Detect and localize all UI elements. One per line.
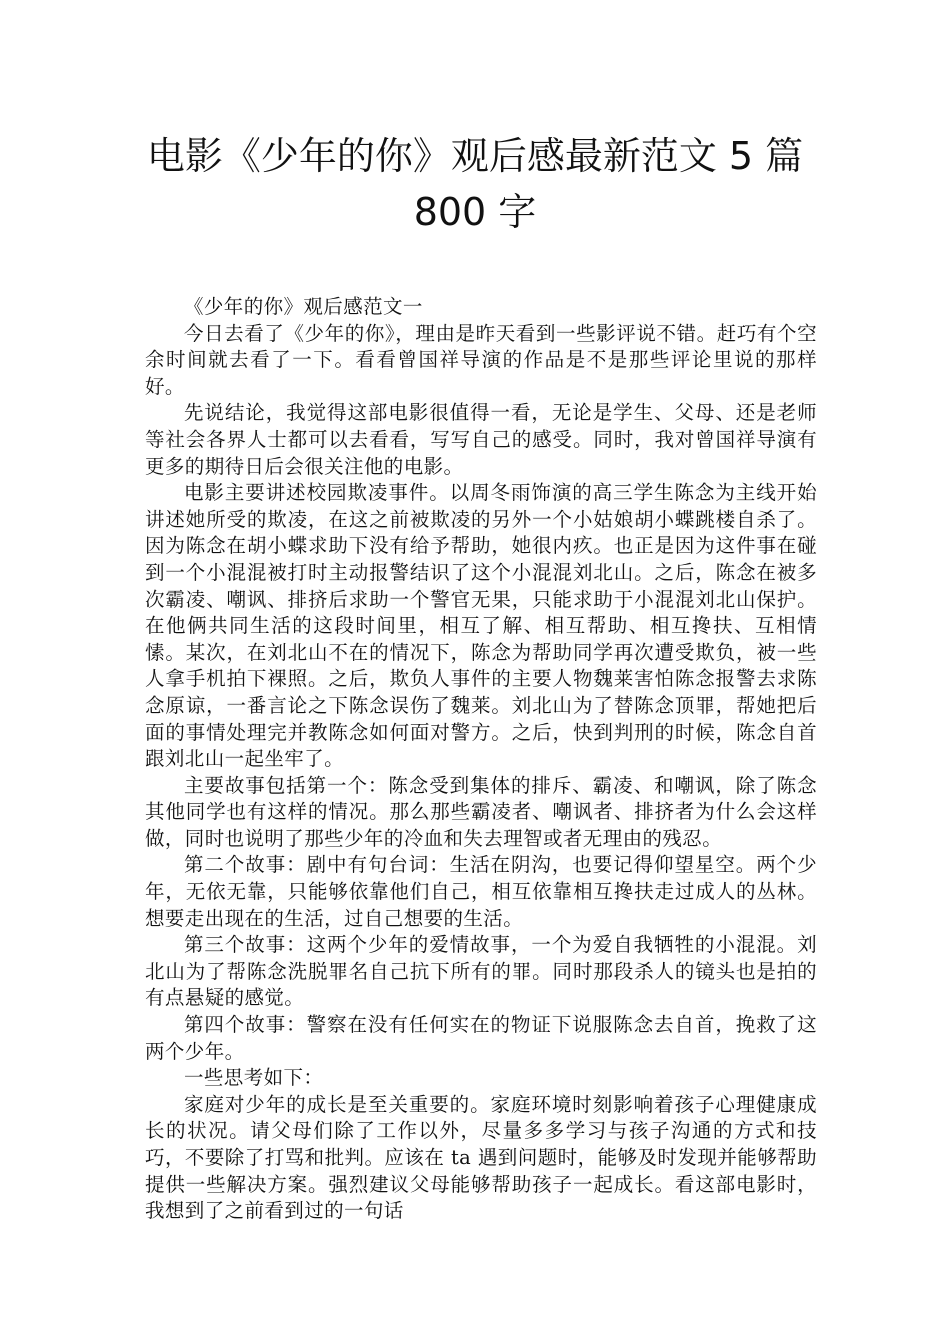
document-body (145, 294, 817, 1225)
paragraph: 家庭对少年的成长是至关重要的。家庭环境时刻影响着孩子心理健康成长的状况。请父母们除了工作以外，尽量多多学习与孩子沟通的方式和技巧，不要除了打骂和批判。应该在 ta 遇到问题时，能够及时发现并能够帮助提供一些解决方案。强烈建议父母能够帮助孩子一起成长。看这部电影时，我想到了之前看到过的一句话 (145, 1092, 817, 1223)
section-heading: 《少年的你》观后感范文一 (184, 295, 423, 318)
paragraph: 第二个故事：剧中有句台词：生活在阴沟，也要记得仰望星空。两个少年，无依无靠，只能够依靠他们自己，相互依靠相互搀扶走过成人的丛林。想要走出现在的生活，过自己想要的生活。 (145, 853, 817, 930)
paragraph: 一些思考如下： (184, 1066, 324, 1090)
paragraph: 第四个故事：警察在没有任何实在的物证下说服陈念去自首，挽救了这两个少年。 (145, 1013, 817, 1063)
paragraph: 先说结论，我觉得这部电影很值得一看，无论是学生、父母、还是老师等社会各界人士都可以去看看，写写自己的感受。同时，我对曾国祥导演有更多的期待日后会很关注他的电影。 (145, 401, 817, 478)
paragraph: 电影主要讲述校园欺凌事件。以周冬雨饰演的高三学生陈念为主线开始讲述她所受的欺凌，在这之前被欺凌的另外一个小姑娘胡小蝶跳楼自杀了。因为陈念在胡小蝶求助下没有给予帮助，她很内疚。也正是因为这件事在碰到一个小混混被打时主动报警结识了这个小混混刘北山。之后，陈念在被多次霸凌、嘲讽、排挤后求助一个警官无果，只能求助于小混混刘北山保护。在他俩共同生活的这段时间里，相互了解、相互帮助、相互搀扶、互相情愫。某次，在刘北山不在的情况下，陈念为帮助同学再次遭受欺负，被一些人拿手机拍下裸照。之后，欺负人事件的主要人物魏莱害怕陈念报警去求陈念原谅，一番言论之下陈念误伤了魏莱。刘北山为了替陈念顶罪，帮她把后面的事情处理完并教陈念如何面对警方。之后，快到判刑的时候，陈念自首跟刘北山一起坐牢了。 (145, 481, 817, 771)
title-line-1: 电影《少年的你》观后感最新范文 5 篇 (146, 134, 804, 178)
document-title (100, 128, 850, 240)
paragraph: 主要故事包括第一个：陈念受到集体的排斥、霸凌、和嘲讽，除了陈念其他同学也有这样的情况。那么那些霸凌者、嘲讽者、排挤者为什么会这样做，同时也说明了那些少年的冷血和失去理智或者无理由的残忍。 (145, 773, 817, 850)
paragraph: 第三个故事：这两个少年的爱情故事，一个为爱自我牺牲的小混混。刘北山为了帮陈念洗脱罪名自己抗下所有的罪。同时那段杀人的镜头也是拍的有点悬疑的感觉。 (145, 933, 817, 1010)
paragraph: 今日去看了《少年的你》，理由是昨天看到一些影评说不错。赶巧有个空余时间就去看了一下。看看曾国祥导演的作品是不是那些评论里说的那样好。 (145, 321, 817, 398)
title-line-2: 800 字 (413, 190, 537, 234)
